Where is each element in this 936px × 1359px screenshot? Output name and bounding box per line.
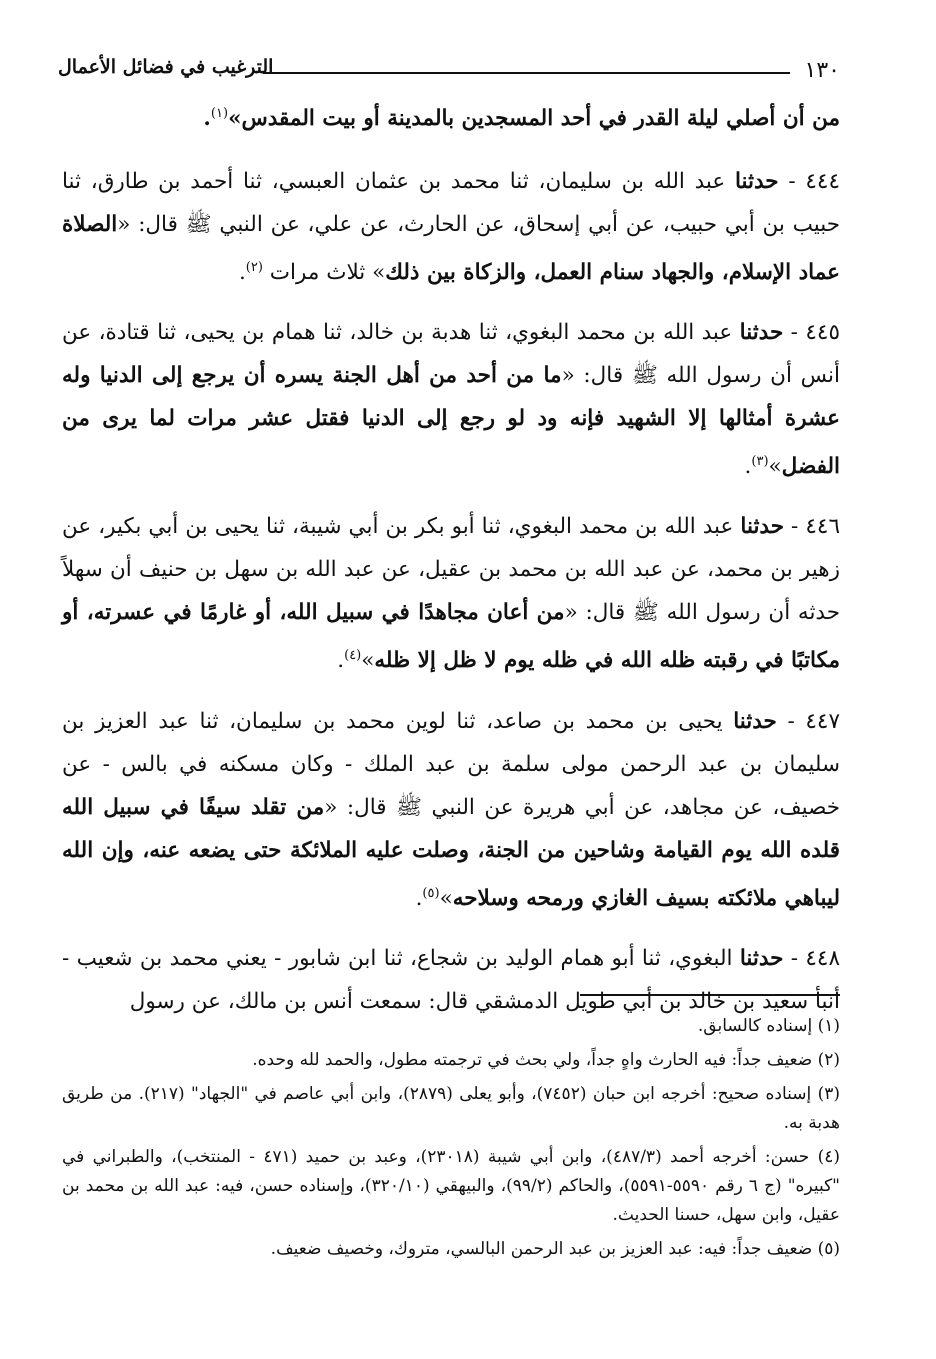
isnad-text: عبد الله بن محمد البغوي، ثنا هدبة بن خالد، ثنا همام بن يحيى، ثنا قتادة، عن أنس أن رسول الله ﷺ قال: « — [62, 320, 840, 389]
paragraph-text: من أن أصلي ليلة القدر في أحد المسجدين بالمدينة أو بيت المقدس» — [228, 106, 840, 132]
hadith-445 — [62, 311, 840, 488]
footnote-2: (٢) ضعيف جداً: فيه الحارث واهٍ جداً، ولي بحث في ترجمته مطول، والحمد لله وحده. — [252, 1050, 840, 1070]
hadith-number: ٤٤٦ - — [784, 514, 841, 540]
footnote-4: (٤) حسن: أخرجه أحمد (٤٨٧/٣)، وابن أبي شيبة (٢٣٠١٨)، وعبد بن حميد (٤٧١ - المنتخب)، والطبراني في "كبيره" (ج ٦ رقم ٥٥٩٠-٥٥٩١)، والحاكم (٩٩/٢)، والبيهقي (٣٢٠/١٠)، وإسناده حسن، فيه: عبد الله بن محمد بن عقيل، وابن سهل، حسنا الحديث. — [62, 1147, 840, 1225]
main-text — [62, 92, 840, 1040]
isnad-text: البغوي، ثنا أبو همام الوليد بن شجاع، ثنا ابن شابور - يعني محمد بن شعيب - أنبأ سعيد بن خالد بن أبي طويل الدمشقي قال: سمعت أنس بن مالك، عن رسول — [62, 945, 840, 1014]
isnad-text: عبد الله بن محمد البغوي، ثنا أبو بكر بن أبي شيبة، ثنا يحيى بن أبي بكير، عن زهير بن محمد، عن عبد الله بن محمد بن عقيل، عن عبد الله بن سهل بن حنيف أن سهلاً حدثه أن رسول الله ﷺ قال: « — [62, 514, 841, 626]
punctuation: . — [203, 106, 211, 132]
page-number: ١٣٠ — [804, 58, 840, 83]
narration-lead: حدثنا — [740, 514, 785, 540]
punctuation: . — [337, 648, 345, 674]
hadith-448 — [62, 937, 840, 1023]
narration-lead: حدثنا — [739, 945, 784, 971]
punctuation: . — [415, 885, 423, 911]
footnote-5: (٥) ضعيف جداً: فيه: عبد العزيز بن عبد الرحمن البالسي، متروك، وخصيف ضعيف. — [270, 1239, 840, 1259]
hadith-number: ٤٤٨ - — [783, 945, 840, 971]
footnote-ref: (٢) — [245, 260, 263, 276]
hadith-number: ٤٤٧ - — [776, 708, 840, 734]
isnad-text: عبد الله بن سليمان، ثنا محمد بن عثمان العبسي، ثنا أحمد بن طارق، ثنا حبيب بن أبي حبيب، عن أبي إسحاق، عن الحارث، عن علي، عن النبي ﷺ قال: « — [62, 169, 840, 238]
continued-paragraph — [62, 92, 840, 140]
footnote-1: (١) إسناده كالسابق. — [697, 1016, 840, 1036]
footnote-ref: (٥) — [422, 885, 440, 901]
narration-lead: حدثنا — [739, 320, 784, 346]
matn-tail: » — [439, 885, 453, 911]
matn-tail: » — [768, 454, 782, 480]
matn-text: من تقلد سيفًا في سبيل الله قلده الله يوم القيامة وشاحين من الجنة، وصلت عليه الملائكة حتى يضعه عنه، وإن الله ليباهي ملائكته بسيف الغازي ورمحه وسلاحه — [62, 794, 840, 911]
footnotes — [62, 1012, 840, 1269]
isnad-text: يحيى بن محمد بن صاعد، ثنا لوين محمد بن سليمان، ثنا عبد العزيز بن سليمان بن عبد الرحمن مولى سلمة بن عبد الملك - وكان مسكنه في بالس - عن خصيف، عن مجاهد، عن أبي هريرة عن النبي ﷺ قال: « — [62, 708, 840, 820]
matn-tail: » — [361, 648, 375, 674]
matn-text: الصلاة عماد الإسلام، والجهاد سنام العمل، والزكاة بين ذلك — [62, 212, 840, 286]
footnote-ref: (١) — [210, 106, 229, 121]
matn-text: ما من أحد من أهل الجنة يسره أن يرجع إلى الدنيا وله عشرة أمثالها إلا الشهيد فإنه ود لو رجع إلى الدنيا فقتل عشر مرات لما يرى من الفضل — [62, 363, 840, 480]
narration-lead: حدثنا — [733, 708, 777, 734]
footnote-separator — [580, 994, 840, 996]
footnote-3: (٣) إسناده صحيح: أخرجه ابن حبان (٧٤٥٢)، وأبو يعلى (٢٨٧٩)، وابن أبي عاصم في "الجهاد" (٢١٧). من طريق هدبة به. — [62, 1084, 841, 1133]
narration-lead: حدثنا — [734, 169, 779, 195]
matn-text: من أعان مجاهدًا في سبيل الله، أو غارمًا في عسرته، أو مكاتبًا في رقبته ظله الله في ظله يوم لا ظل إلا ظله — [62, 600, 840, 674]
header-rule — [263, 72, 790, 74]
footnote-ref: (٣) — [751, 454, 769, 470]
punctuation: . — [744, 454, 752, 480]
matn-tail: » ثلاث مرات — [269, 260, 386, 286]
hadith-number: ٤٤٥ - — [783, 320, 841, 346]
hadith-444 — [62, 160, 840, 294]
hadith-446 — [62, 505, 840, 682]
hadith-447 — [62, 700, 840, 920]
page-header — [58, 52, 840, 92]
running-title: الترغيب في فضائل الأعمال — [58, 56, 274, 78]
punctuation: . — [238, 260, 246, 286]
hadith-number: ٤٤٤ - — [778, 169, 840, 195]
footnote-ref: (٤) — [344, 648, 362, 664]
